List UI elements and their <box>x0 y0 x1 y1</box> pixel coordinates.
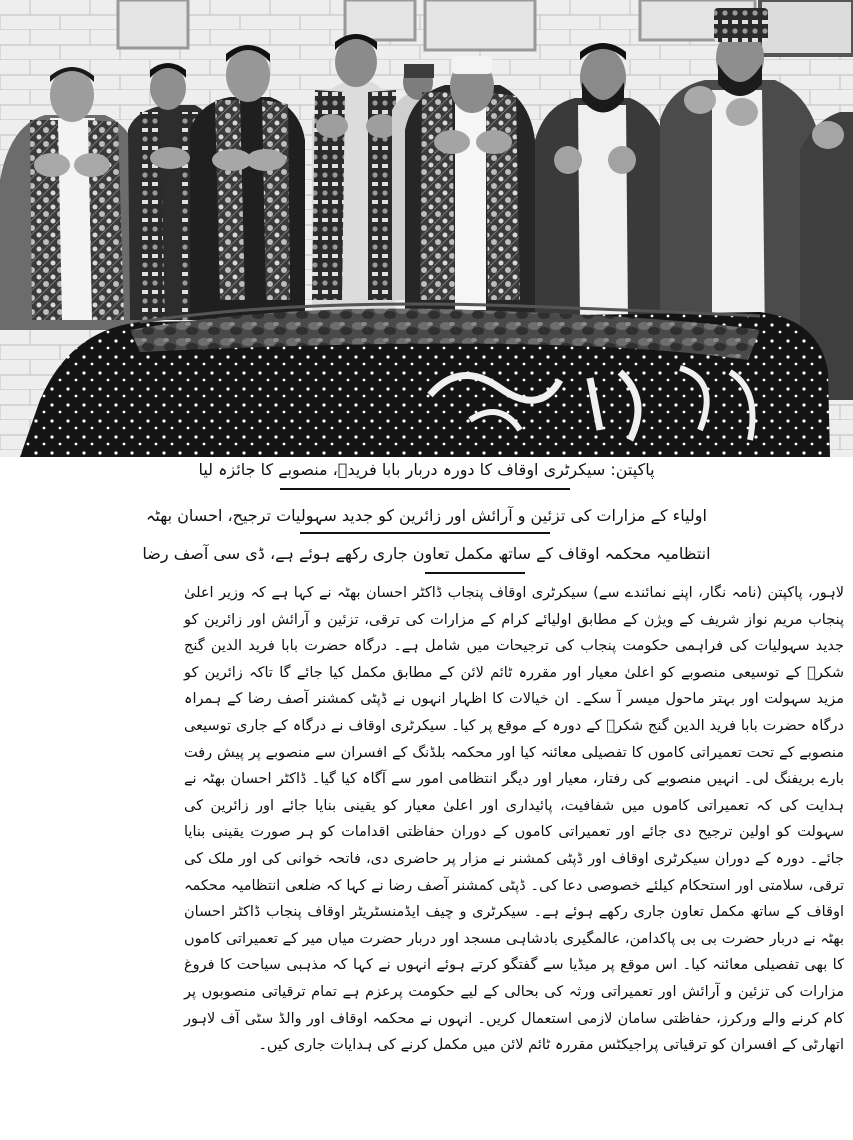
headline-divider <box>425 572 525 574</box>
article-body: لاہور، پاکپتن (نامہ نگار، اپنے نمائندے سے) سیکرٹری اوقاف پنجاب ڈاکٹر احسان بھٹہ نے کہا ہے کہ وزیر اعلیٰ پنجاب مریم نواز شریف کے ویژن کے مطابق اولیائے کرام کے مزارات کی ترقی، تزئین و آرائش اور زائرین کو جدید سہولیات کی فراہمی حکومت پنجاب کی ترجیحات میں شامل ہے۔ درگاہ حضرت بابا فرید الدین گنج شکرؒ کے توسیعی منصوبے کو اعلیٰ معیار اور مقررہ ٹائم لائن کے مطابق مکمل کیا جائے گا تاکہ زائرین کو مزید سہولت اور بہتر ماحول میسر آ سکے۔ ان خیالات کا اظہار انہوں نے ڈپٹی کمشنر آصف رضا کے ہمراہ درگاہ حضرت بابا فرید الدین گنج شکرؒ کے دورہ کے موقع پر کیا۔ سیکرٹری اوقاف نے درگاہ کے جاری توسیعی منصوبے کے تحت تعمیراتی کاموں کا تفصیلی معائنہ کیا اور محکمہ بلڈنگ کے افسران سے منصوبے پر پیش رفت بارے بریفنگ لی۔ انہیں منصوبے کی رفتار، معیار اور دیگر انتظامی امور سے آگاہ کیا گیا۔ ڈاکٹر احسان بھٹہ نے ہدایت کی کہ تعمیراتی کاموں میں شفافیت، پائیداری اور اعلیٰ معیار کو یقینی بنایا جائے اور زائرین کی سہولت کو اولین ترجیح دی جائے اور تعمیراتی کاموں کے دوران حفاظتی اقدامات کو ہر صورت یقینی بنایا جائے۔ دورہ کے دوران سیکرٹری اوقاف اور ڈپٹی کمشنر نے مزار پر حاضری دی، فاتحہ خوانی کی اور ملک کی ترقی، سلامتی اور استحکام کیلئے خصوصی دعا کی۔ ڈپٹی کمشنر آصف رضا نے کہا کہ ضلعی انتظامیہ محکمہ اوقاف کے ساتھ مکمل تعاون جاری رکھے ہوئے ہے۔ سیکرٹری و چیف ایڈمنسٹریٹر اوقاف پنجاب ڈاکٹر احسان بھٹہ نے دربار حضرت بی بی پاکدامن، عالمگیری بادشاہی مسجد اور دربار حضرت میاں میر کے تعمیراتی کاموں کا بھی تفصیلی معائنہ کیا۔ اس موقع پر میڈیا سے گفتگو کرتے ہوئے انہوں نے کہا کہ مذہبی سیاحت کا فروغ مزارات کی تزئین و آرائش اور تعمیراتی ورثہ کی بحالی کے لیے حکومت پرعزم ہے تمام ترقیاتی منصوبوں پر کام کرنے والے ورکرز، حفاظتی سامان لازمی استعمال کریں۔ انہوں نے محکمہ اوقاف اور والڈ سٹی آف لاہور اتھارٹی کے افسران کو ترقیاتی پراجیکٹس مقررہ ٹائم لائن میں مکمل کرنے کی ہدایات جاری کیں۔ <box>184 585 844 1054</box>
headline-sub-1: اولیاء کے مزارات کی تزئین و آرائش اور زائرین کو جدید سہولیات ترجیح، احسان بھٹہ <box>146 506 707 525</box>
headline-sub-2: انتظامیہ محکمہ اوقاف کے ساتھ مکمل تعاون جاری رکھے ہوئے ہے، ڈی سی آصف رضا <box>142 544 711 563</box>
news-photo <box>0 0 853 457</box>
headline-divider <box>280 488 570 490</box>
tomb-chadar <box>20 304 830 457</box>
headline-main: پاکپتن: سیکرٹری اوقاف کا دورہ دربار بابا فریدؒ، منصوبے کا جائزہ لیا <box>198 460 655 479</box>
headline-divider <box>300 532 550 534</box>
